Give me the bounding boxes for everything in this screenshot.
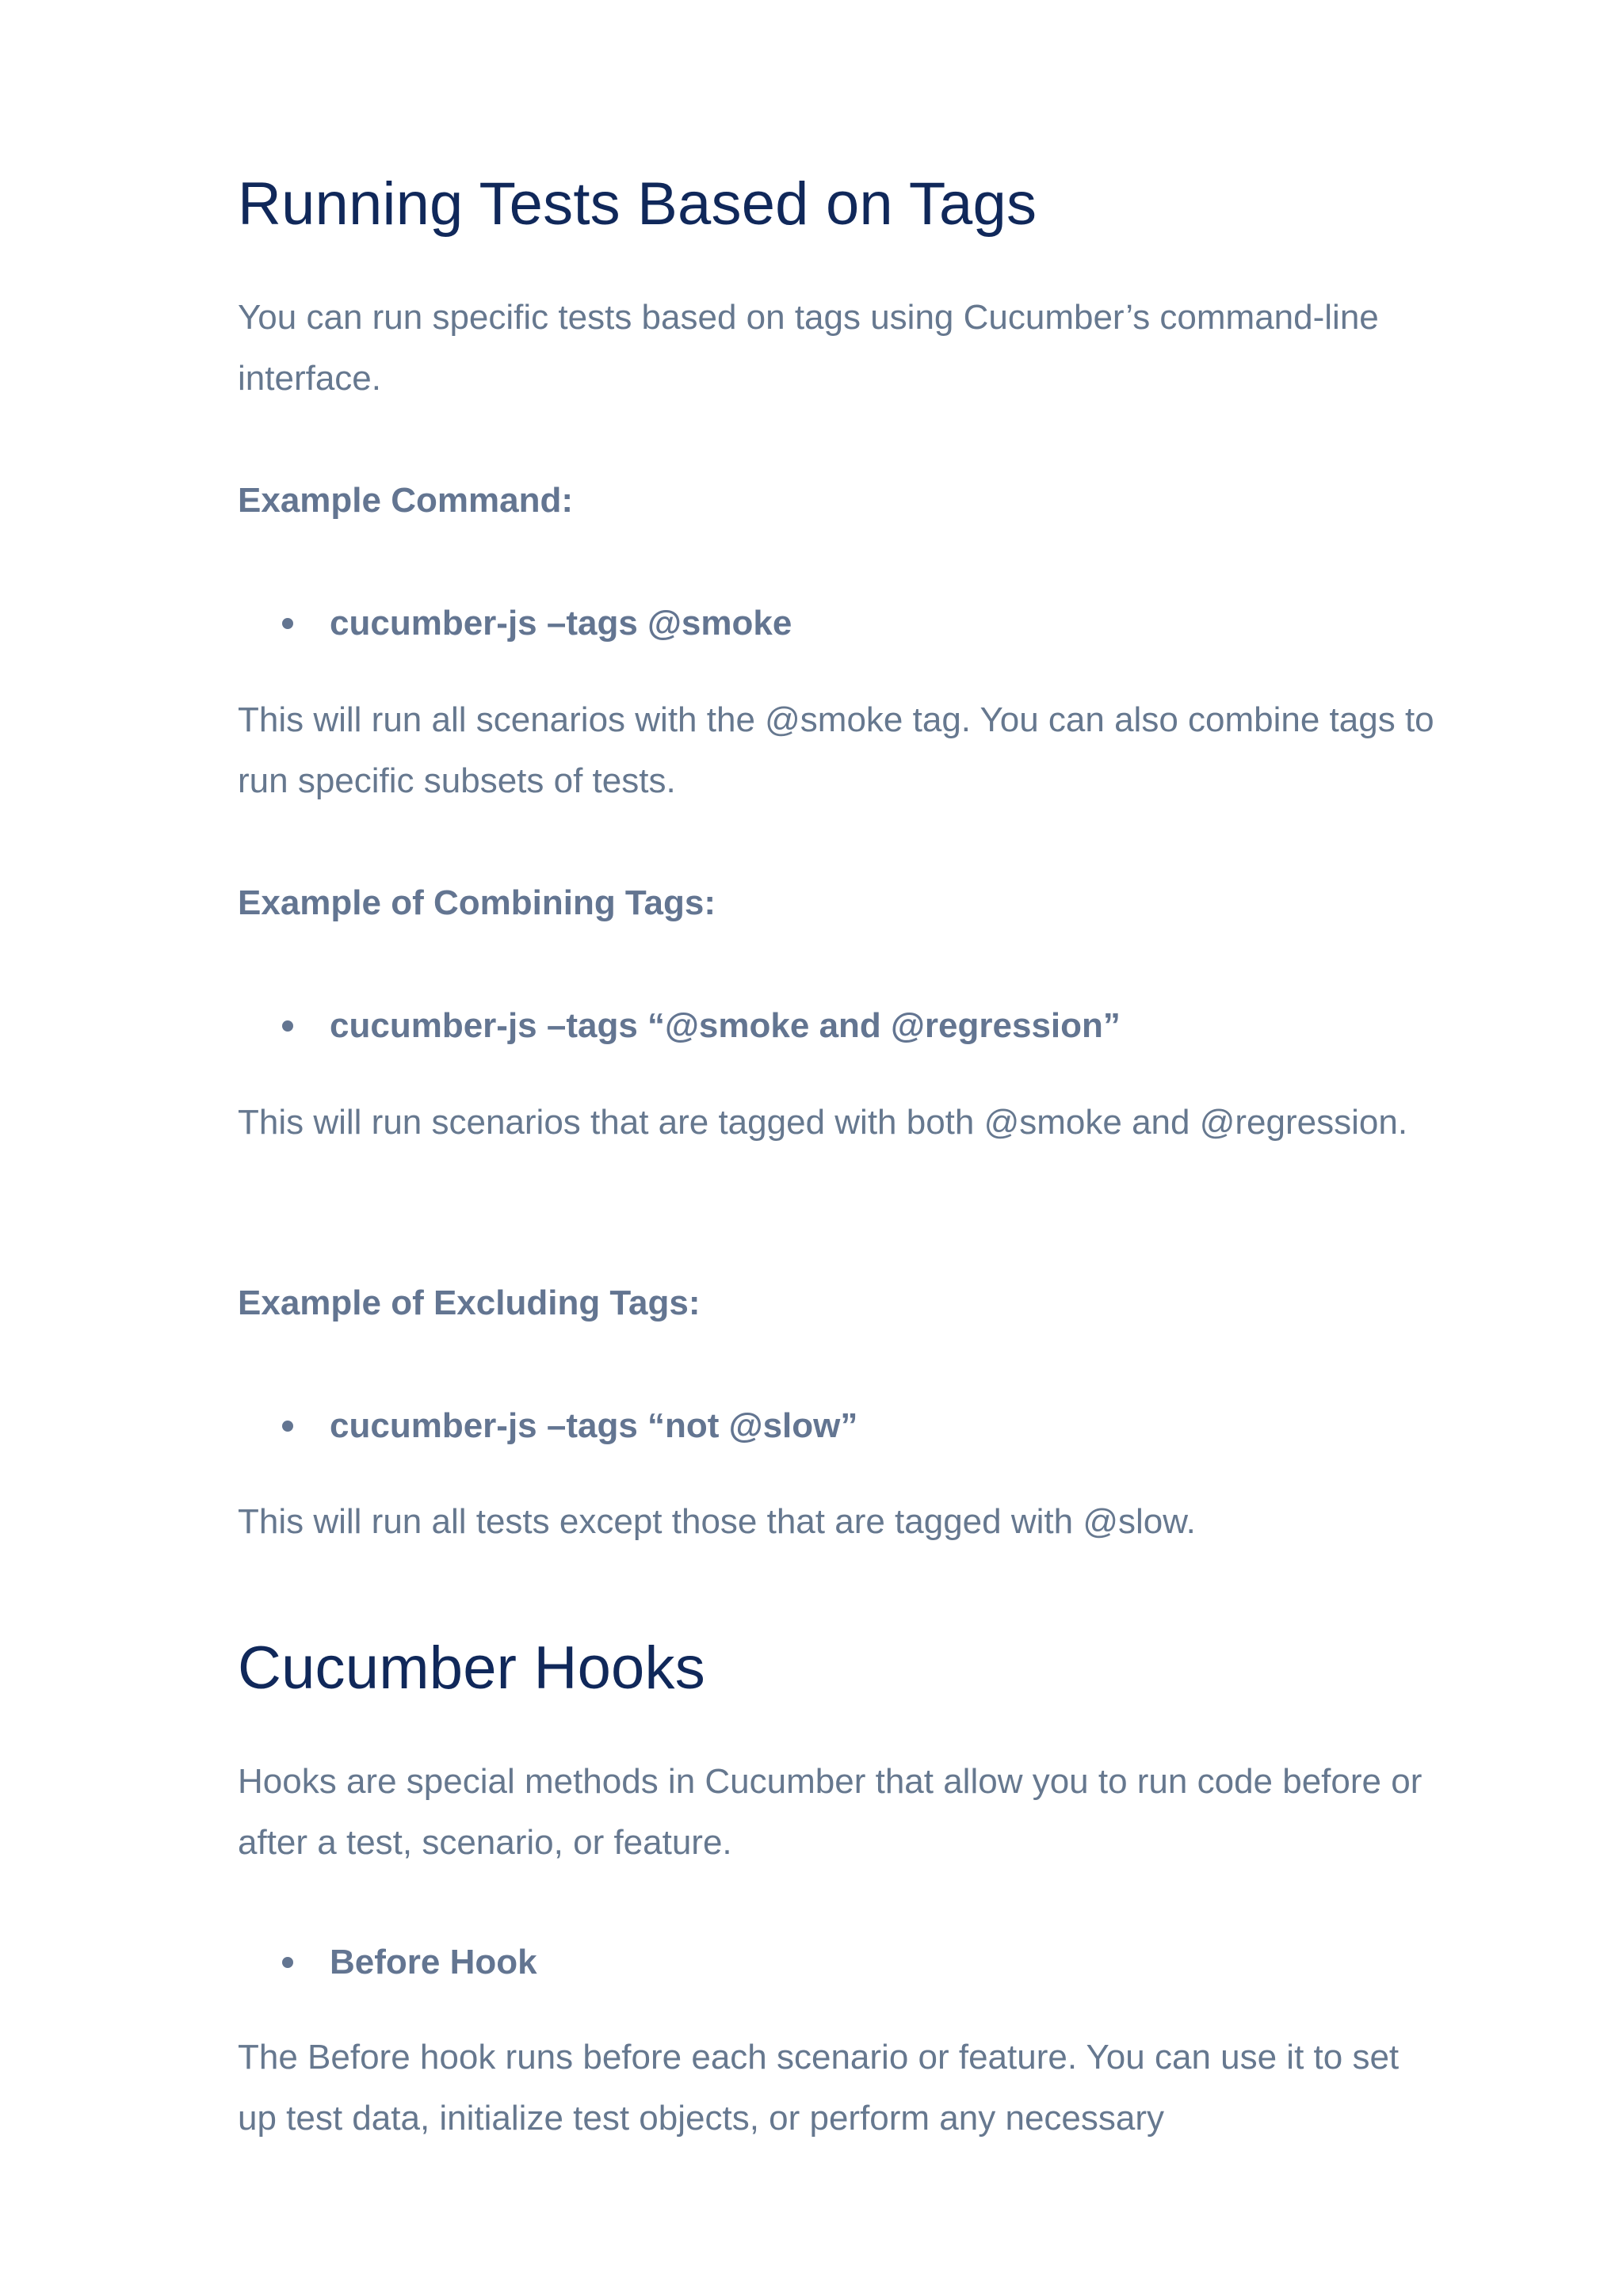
bullet-dot-icon bbox=[282, 1020, 293, 1032]
combining-tags-label: Example of Combining Tags: bbox=[238, 883, 716, 922]
bullet-dot-icon bbox=[282, 1957, 293, 1968]
excluding-tags-label: Example of Excluding Tags: bbox=[238, 1283, 701, 1322]
example-command-label: Example Command: bbox=[238, 481, 573, 520]
list-item bbox=[238, 600, 792, 647]
hooks-intro-paragraph: Hooks are special methods in Cucumber that allow you to run code before or after a test, scenario, or feature. bbox=[238, 1762, 1423, 1862]
list-item bbox=[238, 1939, 537, 1986]
command-text-excluding: cucumber-js –tags “not @slow” bbox=[330, 1406, 858, 1445]
section-intro-paragraph: You can run specific tests based on tags using Cucumber’s command-line interface. bbox=[238, 298, 1379, 398]
command-text-smoke: cucumber-js –tags @smoke bbox=[330, 604, 792, 643]
command-text-combining: cucumber-js –tags “@smoke and @regression” bbox=[330, 1006, 1121, 1045]
bullet-dot-icon bbox=[282, 618, 293, 629]
list-item bbox=[238, 1002, 1121, 1050]
section-heading-running-tests: Running Tests Based on Tags bbox=[238, 170, 1037, 238]
excluding-tags-description: This will run all tests except those that are tagged with @slow. bbox=[238, 1502, 1196, 1541]
section-heading-cucumber-hooks: Cucumber Hooks bbox=[238, 1634, 705, 1702]
combining-tags-description: This will run scenarios that are tagged with both @smoke and @regression. bbox=[238, 1103, 1408, 1142]
before-hook-description: The Before hook runs before each scenario or feature. You can use it to set up test data, initialize test objects, or perform any necessary bbox=[238, 2038, 1400, 2138]
list-item bbox=[238, 1402, 857, 1450]
example-command-description: This will run all scenarios with the @smoke tag. You can also combine tags to run specific subsets of tests. bbox=[238, 700, 1434, 800]
before-hook-title: Before Hook bbox=[330, 1943, 537, 1981]
bullet-dot-icon bbox=[282, 1421, 293, 1432]
